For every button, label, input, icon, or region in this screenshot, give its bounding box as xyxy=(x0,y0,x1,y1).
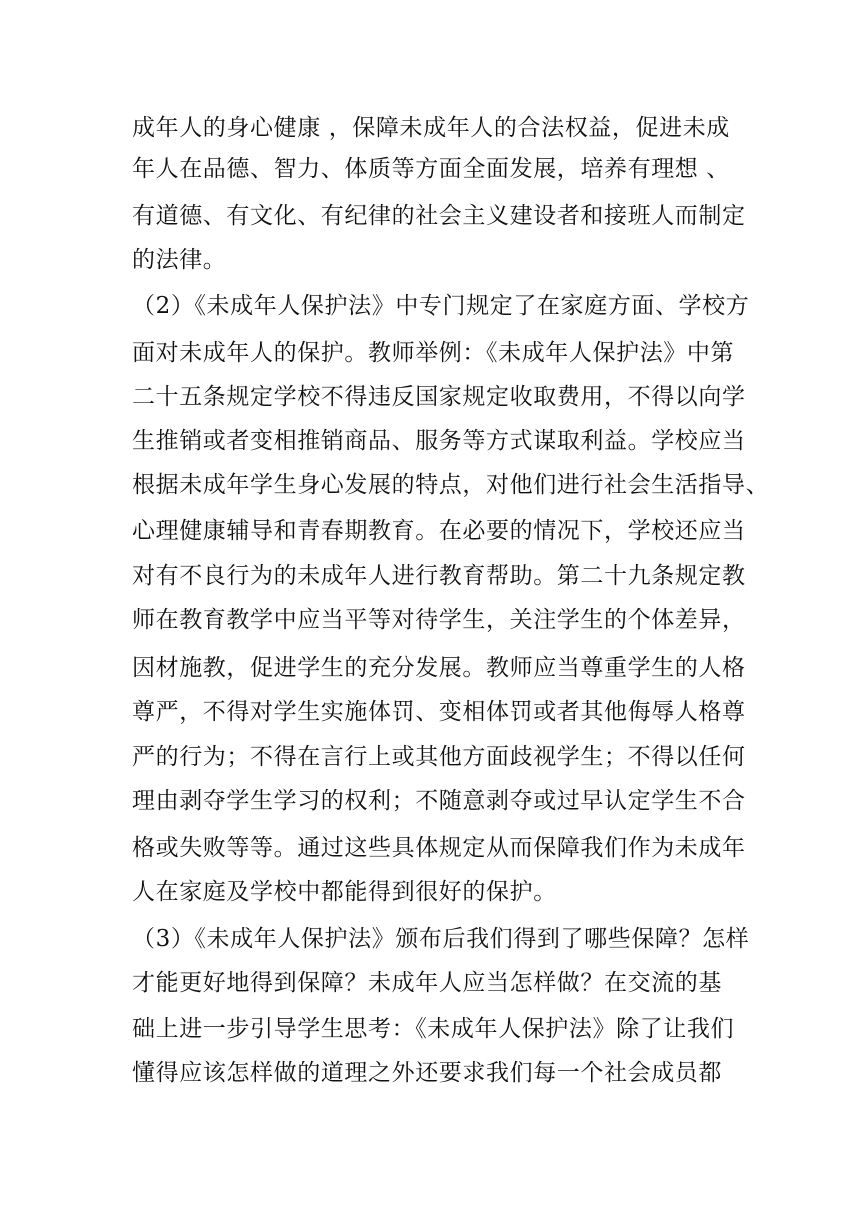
text-line-8: 生推销或者变相推销商品、服务等方式谋取利益。学校应当 xyxy=(132,428,746,454)
text-line-5: （2）《未成年人保护法》中专门规定了在家庭方面、学校方 xyxy=(132,293,750,319)
text-line-14: 尊严，不得对学生实施体罚、变相体罚或者其他侮辱人格尊 xyxy=(132,699,746,725)
text-line-17: 格或失败等等。通过这些具体规定从而保障我们作为未成年 xyxy=(132,835,746,861)
text-line-4: 的法律。 xyxy=(132,247,227,273)
text-line-22: 懂得应该怎样做的道理之外还要求我们每一个社会成员都 xyxy=(132,1060,722,1086)
text-line-1: 成年人的身心健康 ，保障未成年人的合法权益，促进未成 xyxy=(132,115,730,141)
text-line-7: 二十五条规定学校不得违反国家规定收取费用，不得以向学 xyxy=(132,384,746,410)
text-line-6: 面对未成年人的保护。教师举例：《未成年人保护法》中第 xyxy=(132,340,735,366)
text-line-18: 人在家庭及学校中都能得到很好的保护。 xyxy=(132,879,557,905)
text-line-11: 对有不良行为的未成年人进行教育帮助。第二十九条规定教 xyxy=(132,563,746,589)
text-line-9: 根据未成年学生身心发展的特点，对他们进行社会生活指导、 xyxy=(132,472,770,498)
text-line-12: 师在教育教学中应当平等对待学生，关注学生的个体差异， xyxy=(132,607,746,633)
text-line-15: 严的行为；不得在言行上或其他方面歧视学生；不得以任何 xyxy=(132,744,746,770)
text-line-19: （3）《未成年人保护法》颁布后我们得到了哪些保障？怎样 xyxy=(132,926,750,952)
text-line-21: 础上进一步引导学生思考：《未成年人保护法》除了让我们 xyxy=(132,1016,735,1042)
text-line-16: 理由剥夺学生学习的权利；不随意剥夺或过早认定学生不合 xyxy=(132,788,746,814)
text-line-13: 因材施教，促进学生的充分发展。教师应当尊重学生的人格 xyxy=(132,655,746,681)
text-line-2: 年人在品德、智力、体质等方面全面发展，培养有理想 、 xyxy=(132,156,730,182)
text-line-20: 才能更好地得到保障？未成年人应当怎样做？在交流的基 xyxy=(132,970,722,996)
text-line-10: 心理健康辅导和青春期教育。在必要的情况下，学校还应当 xyxy=(132,518,746,544)
text-line-3: 有道德、有文化、有纪律的社会主义建设者和接班人而制定 xyxy=(132,203,746,229)
